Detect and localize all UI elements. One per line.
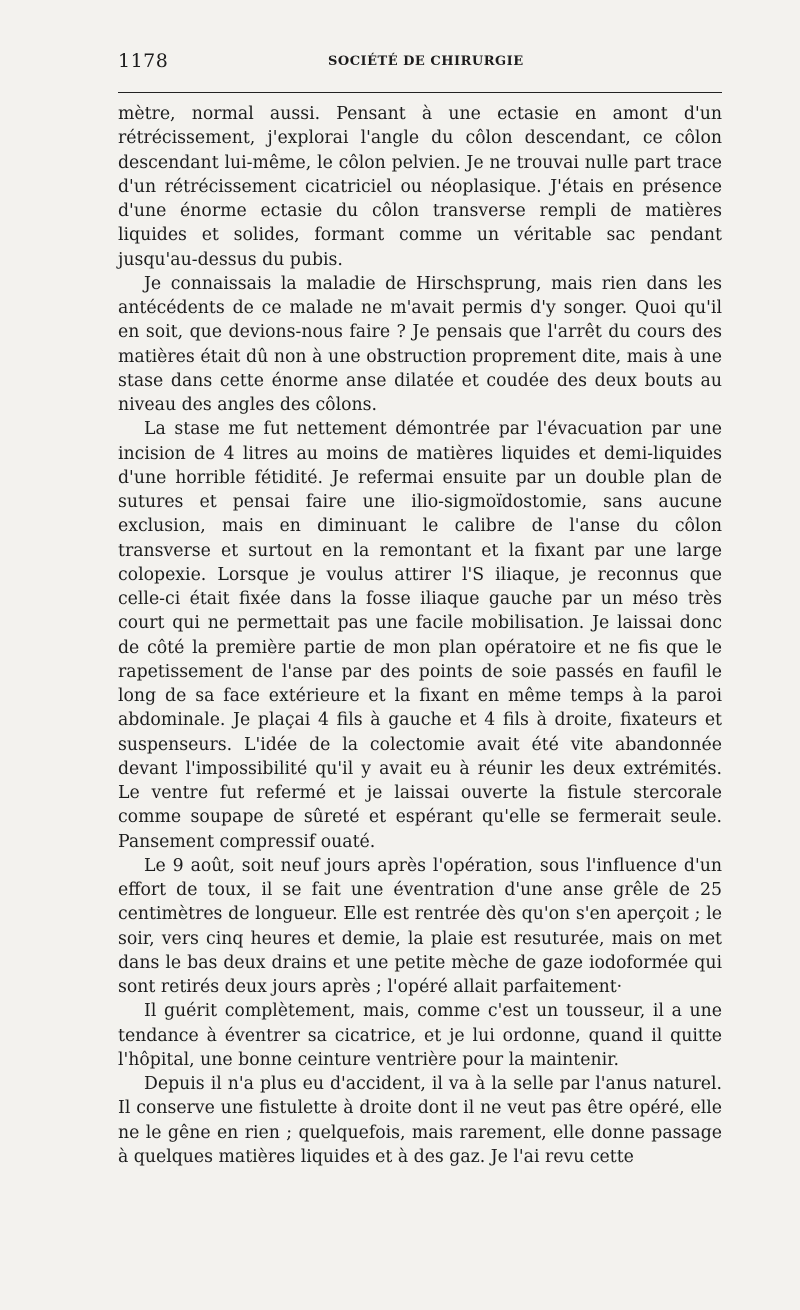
header-rule [118, 92, 722, 93]
page-number: 1178 [118, 50, 169, 72]
paragraph-1: mètre, normal aussi. Pensant à une ectasie en amont d'un rétrécissement, j'explorai l'angle du côlon descendant, ce côlon descendant lui-même, le côlon pelvien. Je ne trouvai nulle part trace d'un rétrécissement cicatriciel ou néoplasique. J'étais en présence d'une énorme ectasie du côlon transverse rempli de matières liquides et solides, formant comme un véritable sac pendant jusqu'au-dessus du pubis. [118, 104, 722, 270]
journal-title: SOCIÉTÉ DE CHIRURGIE [328, 54, 524, 69]
body-text [118, 102, 722, 1169]
paragraph-4: Le 9 août, soit neuf jours après l'opération, sous l'influence d'un effort de toux, il se fait une éventration d'une anse grêle de 25 centimètres de longueur. Elle est rentrée dès qu'on s'en aperçoit ; le soir, vers cinq heures et demie, la plaie est resuturée, mais on met dans le bas deux drains et une petite mèche de gaze iodoformée qui sont retirés deux jours après ; l'opéré allait parfaitement· [118, 855, 722, 997]
paragraph-2: Je connaissais la maladie de Hirschsprung, mais rien dans les antécédents de ce malade ne m'avait permis d'y songer. Quoi qu'il en soit, que devions-nous faire ? Je pensais que l'arrêt du cours des matières était dû non à une obstruction proprement dite, mais à une stase dans cette énorme anse dilatée et coudée des deux bouts au niveau des angles des côlons. [118, 273, 722, 415]
paragraph-6: Depuis il n'a plus eu d'accident, il va à la selle par l'anus naturel. Il conserve une fistulette à droite dont il ne veut pas être opéré, elle ne le gêne en rien ; quelquefois, mais rarement, elle donne passage à quelques matières liquides et à des gaz. Je l'ai revu cette [118, 1074, 722, 1167]
paragraph-5: Il guérit complètement, mais, comme c'est un tousseur, il a une tendance à éventrer sa cicatrice, et je lui ordonne, quand il quitte l'hôpital, une bonne ceinture ventrière pour la maintenir. [118, 1001, 722, 1070]
paragraph-3: La stase me fut nettement démontrée par l'évacuation par une incision de 4 litres au moins de matières liquides et demi-liquides d'une horrible fétidité. Je refermai ensuite par un double plan de sutures et pensai faire une ilio-sigmoïdostomie, sans aucune exclusion, mais en diminuant le calibre de l'anse du côlon transverse et surtout en la remontant et la fixant par une large colopexie. Lorsque je voulus attirer l'S iliaque, je reconnus que celle-ci était fixée dans la fosse iliaque gauche par un méso très court qui ne permettait pas une facile mobilisation. Je laissai donc de côté la première partie de mon plan opératoire et ne fis que le rapetissement de l'anse par des points de soie passés en faufil le long de sa face extérieure et la fixant en même temps à la paroi abdominale. Je plaçai 4 fils à gauche et 4 fils à droite, fixateurs et suspenseurs. L'idée de la colectomie avait été vite abandonnée devant l'impossibilité qu'il y avait eu à réunir les deux extrémités. Le ventre fut refermé et je laissai ouverte la fistule stercorale comme soupape de sûreté et espérant qu'elle se fermerait seule. Pansement compressif ouaté. [118, 419, 722, 852]
running-head [118, 50, 722, 76]
